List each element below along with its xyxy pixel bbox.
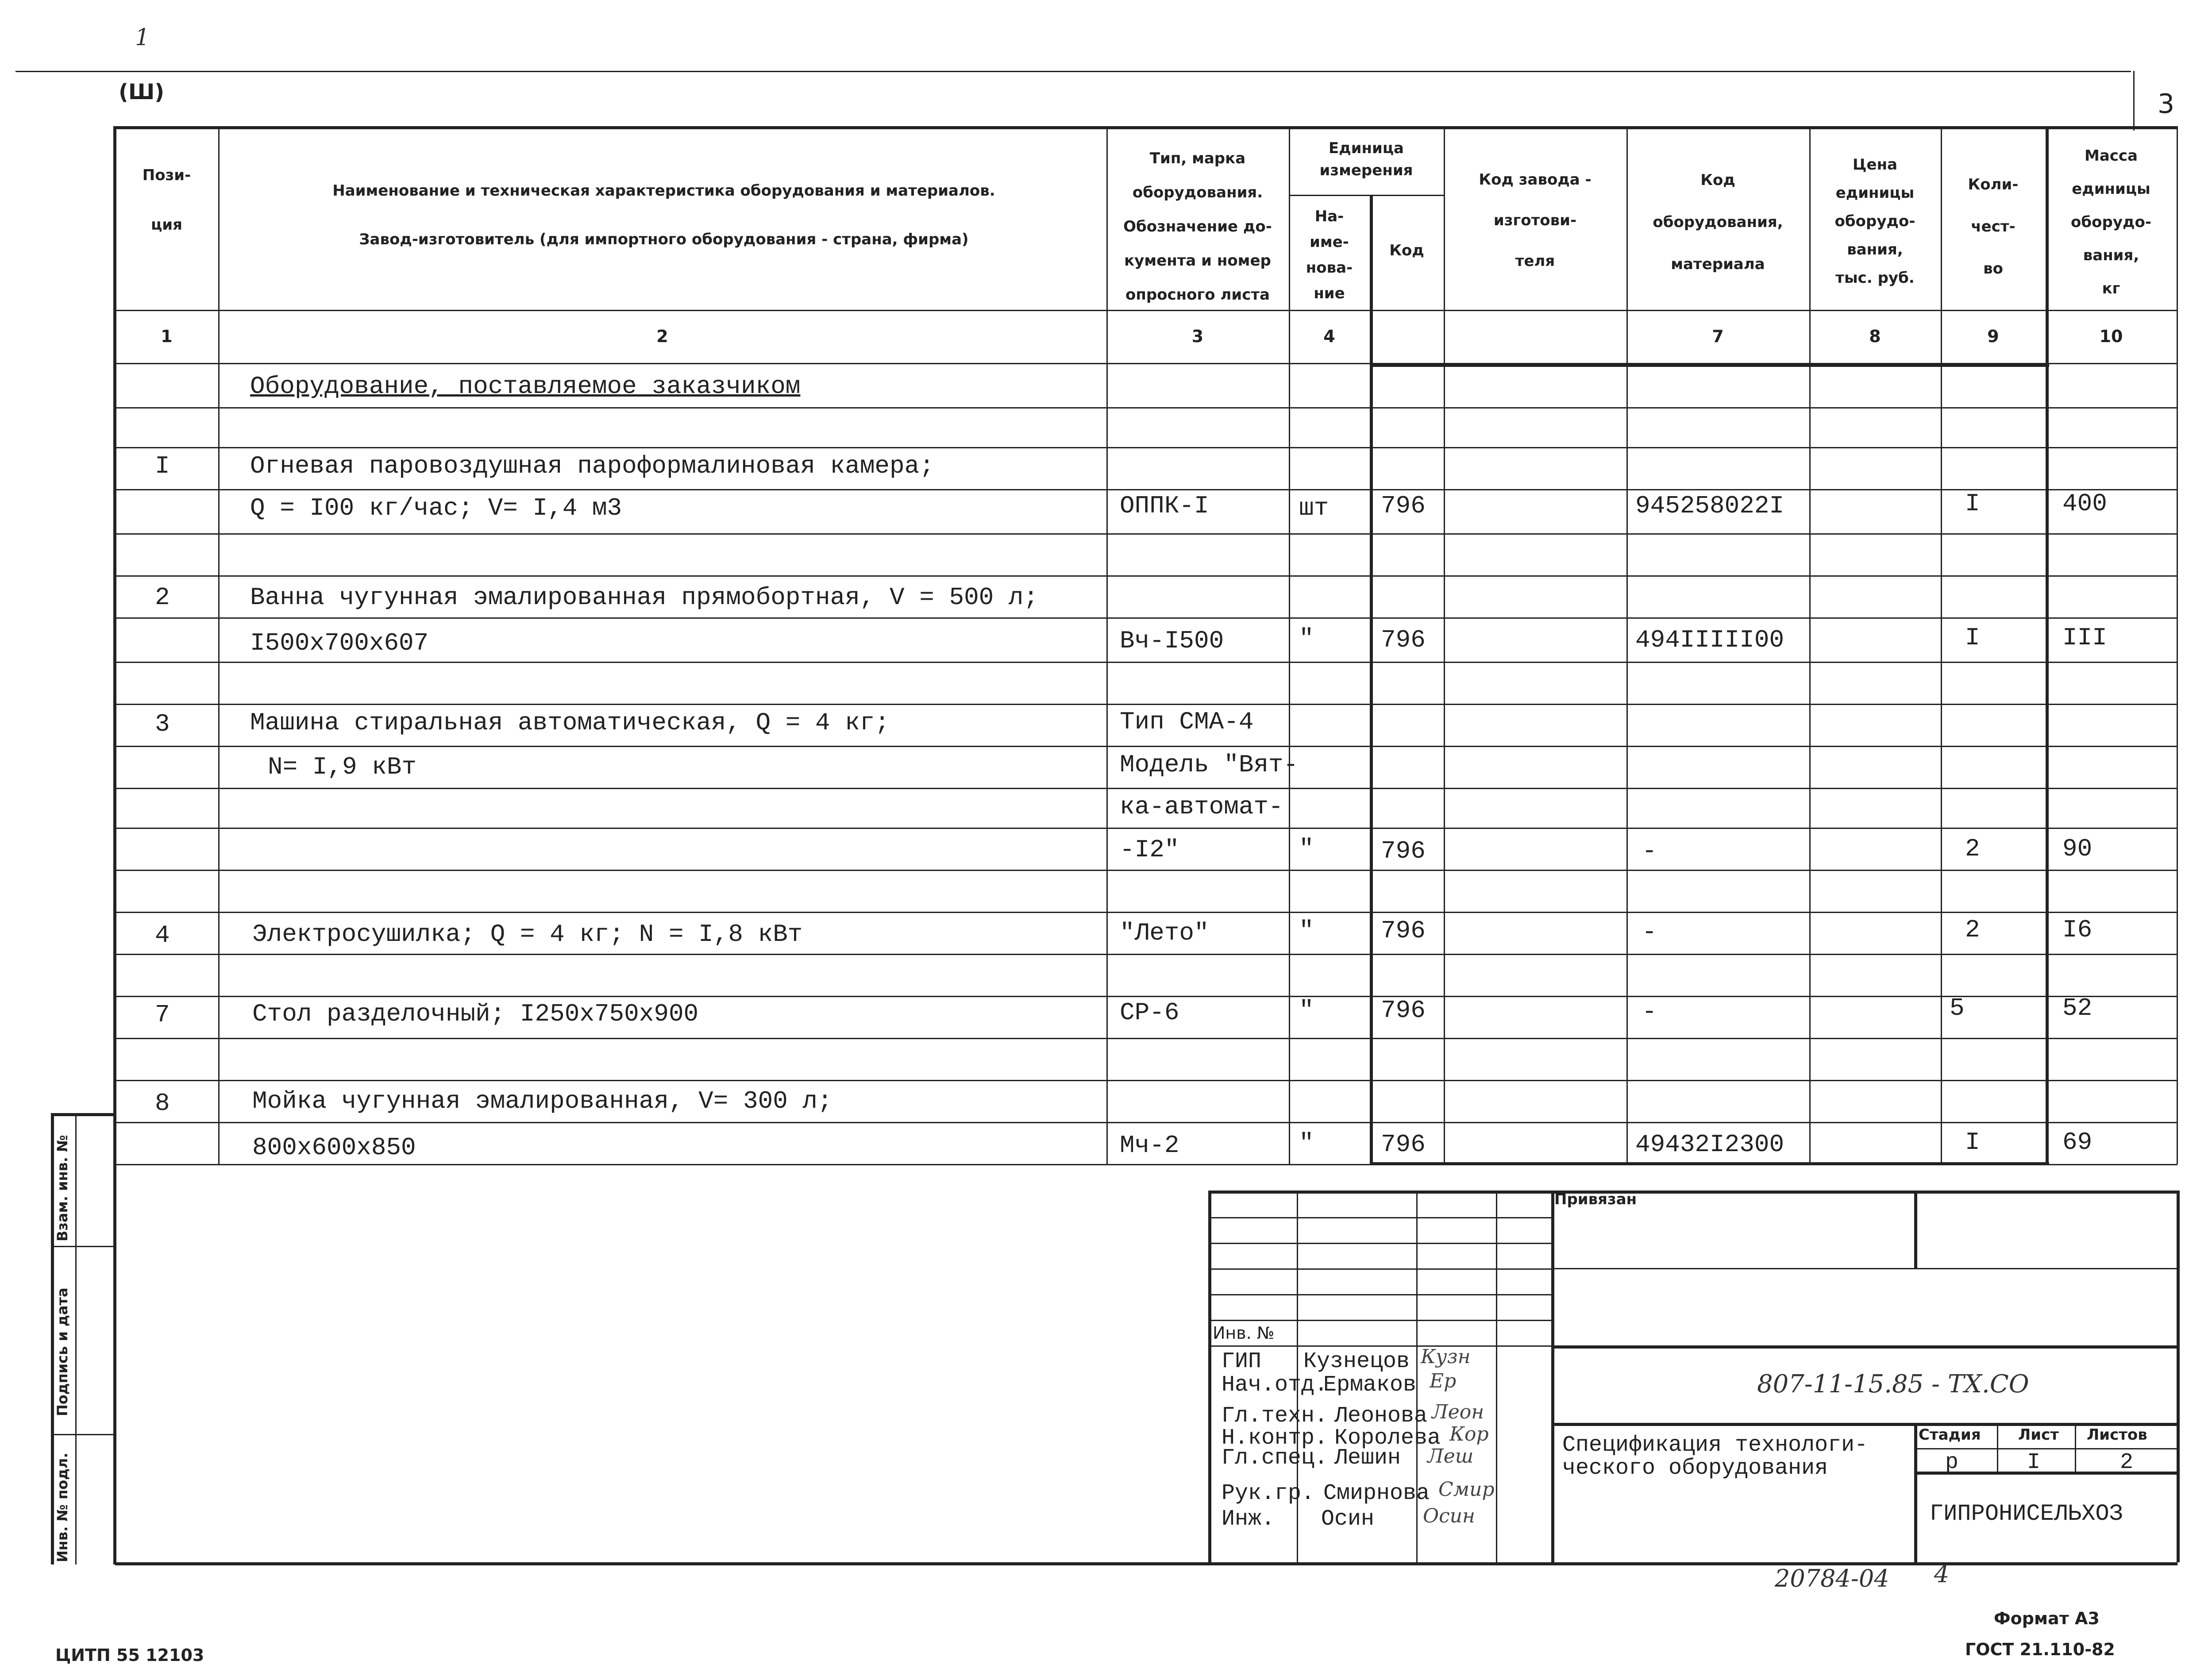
stamp-sheets: 2	[2120, 1450, 2134, 1475]
bound-divider	[1914, 1191, 1917, 1268]
col-line-4	[1370, 195, 1373, 1164]
row-code: 796	[1381, 837, 1426, 865]
header-unit-code: Код	[1389, 242, 1424, 259]
signer-role: Н.контр.	[1222, 1426, 1328, 1451]
signer-role: Рук.гр.	[1222, 1481, 1315, 1506]
signer-role: Гл.спец.	[1222, 1445, 1328, 1471]
stamp-divider-main	[1551, 1191, 1554, 1562]
signer-role: Инж.	[1222, 1507, 1275, 1532]
side-stamp-top	[51, 1113, 115, 1116]
side-stamp-div-1	[51, 1246, 115, 1247]
row-qty: I	[1965, 624, 1980, 652]
row-pos: 2	[155, 583, 170, 612]
colnum-2: 2	[656, 327, 668, 346]
stamp-left	[1208, 1191, 1211, 1562]
signer-role: ГИП	[1222, 1349, 1262, 1374]
title-divider	[1914, 1423, 1917, 1562]
row-line-5	[115, 575, 2177, 577]
row-equip-code: 945258022I	[1635, 492, 1784, 520]
row-name: Мойка чугунная эмалированная, V= 300 л;	[252, 1087, 832, 1115]
row-line-14	[115, 954, 2177, 955]
stamp-top	[1208, 1191, 2177, 1194]
signer-signature: Кузн	[1421, 1345, 1471, 1368]
section-mark: (Ш)	[119, 80, 165, 104]
corner-mark: 1	[135, 24, 150, 51]
table-top	[115, 126, 2177, 129]
colnum-4: 4	[1323, 327, 1335, 346]
row-unit: "	[1299, 835, 1314, 863]
row-pos: 7	[155, 1001, 170, 1029]
stamp-grid-h5	[1208, 1320, 1551, 1321]
row-name: I500x700x607	[250, 629, 429, 657]
row-name: 800x600x850	[252, 1133, 416, 1162]
row-code: 796	[1381, 917, 1426, 945]
row-line-2	[115, 447, 2177, 448]
row-qty: I	[1965, 489, 1980, 518]
row-code: 796	[1381, 492, 1426, 520]
row-equip-code: 494IIIII00	[1635, 626, 1784, 654]
row-pos: 8	[155, 1089, 170, 1117]
signer-role: Гл.техн.	[1222, 1403, 1328, 1429]
row-line-15	[115, 996, 2177, 997]
row-code: 796	[1381, 1130, 1426, 1159]
row-mass: 400	[2062, 489, 2107, 518]
header-unit-name: На- име- нова- ние	[1306, 208, 1353, 302]
header-mass: Масса единицы оборудо- вания, кг	[2071, 147, 2151, 297]
colnum-3: 3	[1191, 327, 1204, 346]
row-code: 796	[1381, 626, 1426, 654]
signer-signature: Леш	[1427, 1445, 1474, 1468]
stamp-sheets-label: Листов	[2087, 1426, 2147, 1444]
row-pos: 4	[155, 921, 170, 949]
row-line-6	[115, 617, 2177, 619]
row-line-13	[115, 912, 2177, 913]
header-position: Пози- ция	[142, 166, 191, 234]
block-bottom	[1370, 1162, 2049, 1165]
row-mass: 69	[2062, 1128, 2093, 1156]
col-line-1	[218, 126, 220, 1164]
row-qty: 2	[1965, 835, 1980, 863]
stamp-organization: ГИПРОНИСЕЛЬХОЗ	[1930, 1501, 2123, 1527]
format-label: Формат А3	[1994, 1609, 2100, 1628]
row-qty: I	[1965, 1128, 1980, 1156]
row-unit: "	[1299, 996, 1314, 1025]
row-type: Мч-2	[1120, 1131, 1179, 1160]
row-unit: "	[1299, 624, 1314, 653]
designation-top	[1551, 1345, 2177, 1349]
row-equip-code: 49432I2300	[1635, 1130, 1784, 1159]
stamp-sheet-label: Лист	[2018, 1426, 2059, 1444]
row-qty: 5	[1950, 994, 1965, 1022]
row-line-12	[115, 870, 2177, 871]
colnum-9: 9	[1987, 327, 1999, 346]
unit-group-line	[1289, 195, 1444, 196]
signer-name: Кузнецов	[1303, 1349, 1410, 1374]
row-mass: I6	[2062, 916, 2093, 944]
stamp-right	[2177, 1191, 2180, 1562]
col-line-10	[2177, 126, 2178, 1164]
stamp-sheet: I	[2027, 1450, 2041, 1475]
row-name: Огневая паровоздушная пароформалиновая камера;	[250, 452, 934, 480]
header-name-line2: Завод-изготовитель (для импортного оборудования - страна, фирма)	[359, 231, 969, 248]
signer-name: Осин	[1321, 1507, 1375, 1532]
row-line-8	[115, 704, 2177, 705]
stamp-grid-h2	[1208, 1243, 1551, 1244]
header-factory-code: Код завода - изготови- теля	[1479, 171, 1592, 270]
stage-div-1	[1997, 1423, 1998, 1472]
row-type: ОППК-I	[1120, 492, 1209, 520]
row-type: СР-6	[1120, 998, 1179, 1027]
row-mass: III	[2062, 624, 2107, 652]
signer-name: Смирнова	[1323, 1481, 1430, 1506]
colnum-1: 1	[161, 327, 173, 346]
side-orig-inv: Инв. № подл.	[54, 1453, 71, 1562]
header-equip-code: Код оборудования, материала	[1653, 171, 1783, 273]
signer-role: Нач.отд.	[1222, 1372, 1328, 1398]
stamp-title: Спецификация технологи- ческого оборудования	[1562, 1433, 1868, 1481]
stamp-designation: 807-11-15.85 - ТХ.СО	[1757, 1370, 2029, 1399]
row-equip-code: -	[1642, 837, 1657, 865]
row-line-10	[115, 788, 2177, 789]
section-title: Оборудование, поставляемое заказчиком	[250, 372, 801, 401]
cito-label: ЦИТП 55 12103	[55, 1645, 204, 1665]
side-stamp-mid	[75, 1113, 77, 1564]
row-mass: 90	[2062, 835, 2093, 863]
block-top	[1370, 364, 2049, 367]
header-unit-group: Единица измерения	[1319, 139, 1413, 179]
sheet-top-border	[15, 71, 2131, 72]
row-type: Тип СМА-4	[1120, 708, 1254, 736]
row-line-17	[115, 1080, 2177, 1081]
header-type: Тип, марка оборудования. Обозначение до- кумента и номер опросного листа	[1123, 150, 1272, 304]
row-type: "Лето"	[1120, 919, 1209, 947]
stamp-bound-label: Привязан	[1554, 1191, 1637, 1208]
row-type: -I2"	[1120, 836, 1179, 864]
side-sign-date: Подпись и дата	[54, 1287, 71, 1416]
stamp-inv-label: Инв. №	[1213, 1323, 1275, 1343]
header-name-line1: Наименование и техническая характеристика оборудования и материалов.	[332, 182, 995, 200]
row-qty: 2	[1965, 916, 1980, 944]
stamp-grid-h3	[1208, 1268, 1551, 1270]
row-unit: "	[1299, 1129, 1314, 1157]
colnum-8: 8	[1869, 327, 1881, 346]
row-equip-code: -	[1642, 998, 1657, 1026]
side-stamp-left	[51, 1113, 54, 1564]
row-line-3	[115, 489, 2177, 490]
row-unit: "	[1299, 917, 1314, 945]
row-line-7	[115, 662, 2177, 663]
row-name: Электросушилка; Q = 4 кг; N = I,8 кВт	[252, 920, 803, 948]
row-code: 796	[1381, 996, 1426, 1025]
stamp-stage: р	[1945, 1450, 1959, 1475]
inventory-note: 20784-04	[1775, 1564, 1889, 1592]
side-swap-inv: Взам. инв. №	[54, 1135, 71, 1241]
stamp-grid-h4	[1208, 1294, 1551, 1295]
row-type: ка-автомат-	[1120, 793, 1283, 821]
signer-signature: Кор	[1449, 1423, 1489, 1445]
colnum-10: 10	[2099, 327, 2123, 346]
row-name: Ванна чугунная эмалированная прямобортная, V = 500 л;	[250, 583, 1039, 612]
signer-signature: Осин	[1423, 1505, 1476, 1527]
signer-signature: Смир	[1438, 1478, 1495, 1501]
inventory-note-page: 4	[1934, 1560, 1950, 1588]
signer-name: Ермаков	[1323, 1372, 1417, 1398]
row-unit: шт	[1299, 494, 1329, 522]
designation-bottom	[1551, 1423, 2177, 1426]
stamp-grid-v3	[1496, 1191, 1497, 1562]
gost-label: ГОСТ 21.110-82	[1965, 1640, 2115, 1659]
stamp-grid-h1	[1208, 1217, 1551, 1218]
row-type: Вч-I500	[1120, 627, 1224, 655]
row-name: Машина стиральная автоматическая, Q = 4 кг;	[250, 709, 890, 737]
col-line-5	[1444, 126, 1445, 1164]
row-line-18	[115, 1122, 2177, 1123]
stage-div-2	[2075, 1423, 2076, 1472]
stamp-grid-v2	[1416, 1191, 1418, 1562]
row-line-16	[115, 1038, 2177, 1039]
header-quantity: Коли- чест- во	[1968, 176, 2019, 277]
row-pos: I	[155, 452, 170, 480]
row-name: Стол разделочный; I250x750x900	[252, 1000, 699, 1028]
page-number: 3	[2158, 89, 2175, 119]
row-pos: 3	[155, 710, 170, 738]
signer-name: Леонова	[1334, 1403, 1428, 1429]
signer-signature: Ер	[1430, 1370, 1457, 1392]
stamp-stage-label: Стадия	[1919, 1426, 1981, 1444]
header-price: Цена единицы оборудо- вания, тыс. руб.	[1834, 156, 1915, 287]
signer-name: Королева	[1334, 1426, 1441, 1451]
row-type: Модель "Вят-	[1120, 751, 1299, 779]
row-mass: 52	[2062, 994, 2093, 1022]
colnum-7: 7	[1712, 327, 1724, 346]
page-number-divider	[2133, 71, 2135, 131]
row-line-1	[115, 407, 2177, 408]
stage-label-line	[1914, 1448, 2177, 1449]
signer-name: Лешин	[1334, 1445, 1401, 1471]
row-name: N= I,9 кВт	[268, 753, 417, 781]
bound-line	[1551, 1268, 2177, 1269]
signer-signature: Леон	[1432, 1401, 1484, 1423]
stamp-grid-h6	[1208, 1345, 1551, 1347]
row-equip-code: -	[1642, 918, 1657, 946]
side-stamp-div-2	[51, 1434, 115, 1435]
row-line-4	[115, 533, 2177, 535]
row-line-11	[115, 828, 2177, 829]
row-name: Q = I00 кг/час; V= I,4 м3	[250, 494, 622, 522]
row-line-9	[115, 746, 2177, 747]
